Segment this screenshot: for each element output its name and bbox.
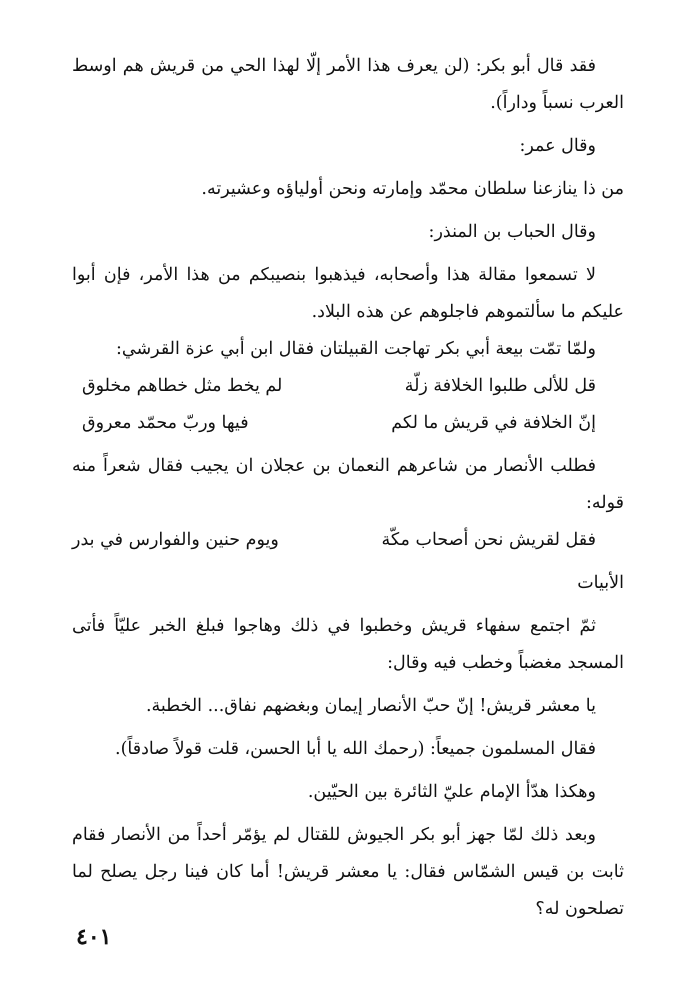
- verse-line-1: [72, 368, 624, 405]
- page-number: ٤٠١: [76, 924, 112, 950]
- paragraph-ali-speech: يا معشر قريش! إنّ حبّ الأنصار إيمان وبغضهم نفاق... الخطبة.: [145, 696, 596, 716]
- page-body: [72, 48, 624, 928]
- verse-2-first-hemistich: إنّ الخلافة في قريش ما لكم: [391, 413, 596, 433]
- verse-1-second-hemistich: لم يخط مثل خطاهم مخلوق: [82, 376, 283, 396]
- paragraph-quraysh-gathered: ثمّ اجتمع سفهاء قريش وخطبوا في ذلك وهاجوا فبلغ الخبر عليّاً فأتى المسجد مغضباً وخطب فيه وقال:: [72, 616, 624, 673]
- verse-line-3: [72, 522, 624, 559]
- verse-2-second-hemistich: فيها وربّ محمّد معروق: [82, 413, 249, 433]
- paragraph-hubab-said: وقال الحباب بن المنذر:: [428, 222, 596, 242]
- paragraph-thabit: وبعد ذلك لمّا جهز أبو بكر الجيوش للقتال لم يؤمّر أحداً من الأنصار فقام ثابت بن قيس الشمّاس فقال: يا معشر قريش! أما كان فينا رجل يصلح لما تصلحون له؟: [72, 825, 624, 919]
- paragraph-bay-ah: ولمّا تمّت بيعة أبي بكر تهاجت القبيلتان فقال ابن أبي عزة القرشي:: [116, 339, 596, 359]
- paragraph-umar-said: وقال عمر:: [519, 136, 596, 156]
- paragraph-ansar-poet: فطلب الأنصار من شاعرهم النعمان بن عجلان ان يجيب فقال شعراً منه قوله:: [72, 456, 624, 513]
- verse-3-second-hemistich: ويوم حنين والفوارس في بدر: [72, 530, 279, 550]
- paragraph-umar-quote: من ذا ينازعنا سلطان محمّد وإمارته ونحن أولياؤه وعشيرته.: [201, 179, 624, 199]
- verse-line-2: [72, 405, 624, 442]
- paragraph-calming: وهكذا هدّأ الإمام عليّ الثائرة بين الحيّين.: [307, 782, 596, 802]
- paragraph-verses-note: الأبيات: [577, 573, 624, 593]
- paragraph-hubab-quote: لا تسمعوا مقالة هذا وأصحابه، فيذهبوا بنصيبكم من هذا الأمر، فإن أبوا عليكم ما سألتموهم فاجلوهم عن هذه البلاد.: [72, 265, 624, 322]
- paragraph-muslims-reply: فقال المسلمون جميعاً: (رحمك الله يا أبا الحسن، قلت قولاً صادقاً).: [115, 739, 596, 759]
- paragraph-abu-bakr-quote: فقد قال أبو بكر: (لن يعرف هذا الأمر إلّا لهذا الحي من قريش هم اوسط العرب نسباً وداراً).: [72, 56, 624, 113]
- verse-3-first-hemistich: فقل لقريش نحن أصحاب مكّة: [381, 530, 596, 550]
- verse-1-first-hemistich: قل للألى طلبوا الخلافة زلّة: [404, 376, 596, 396]
